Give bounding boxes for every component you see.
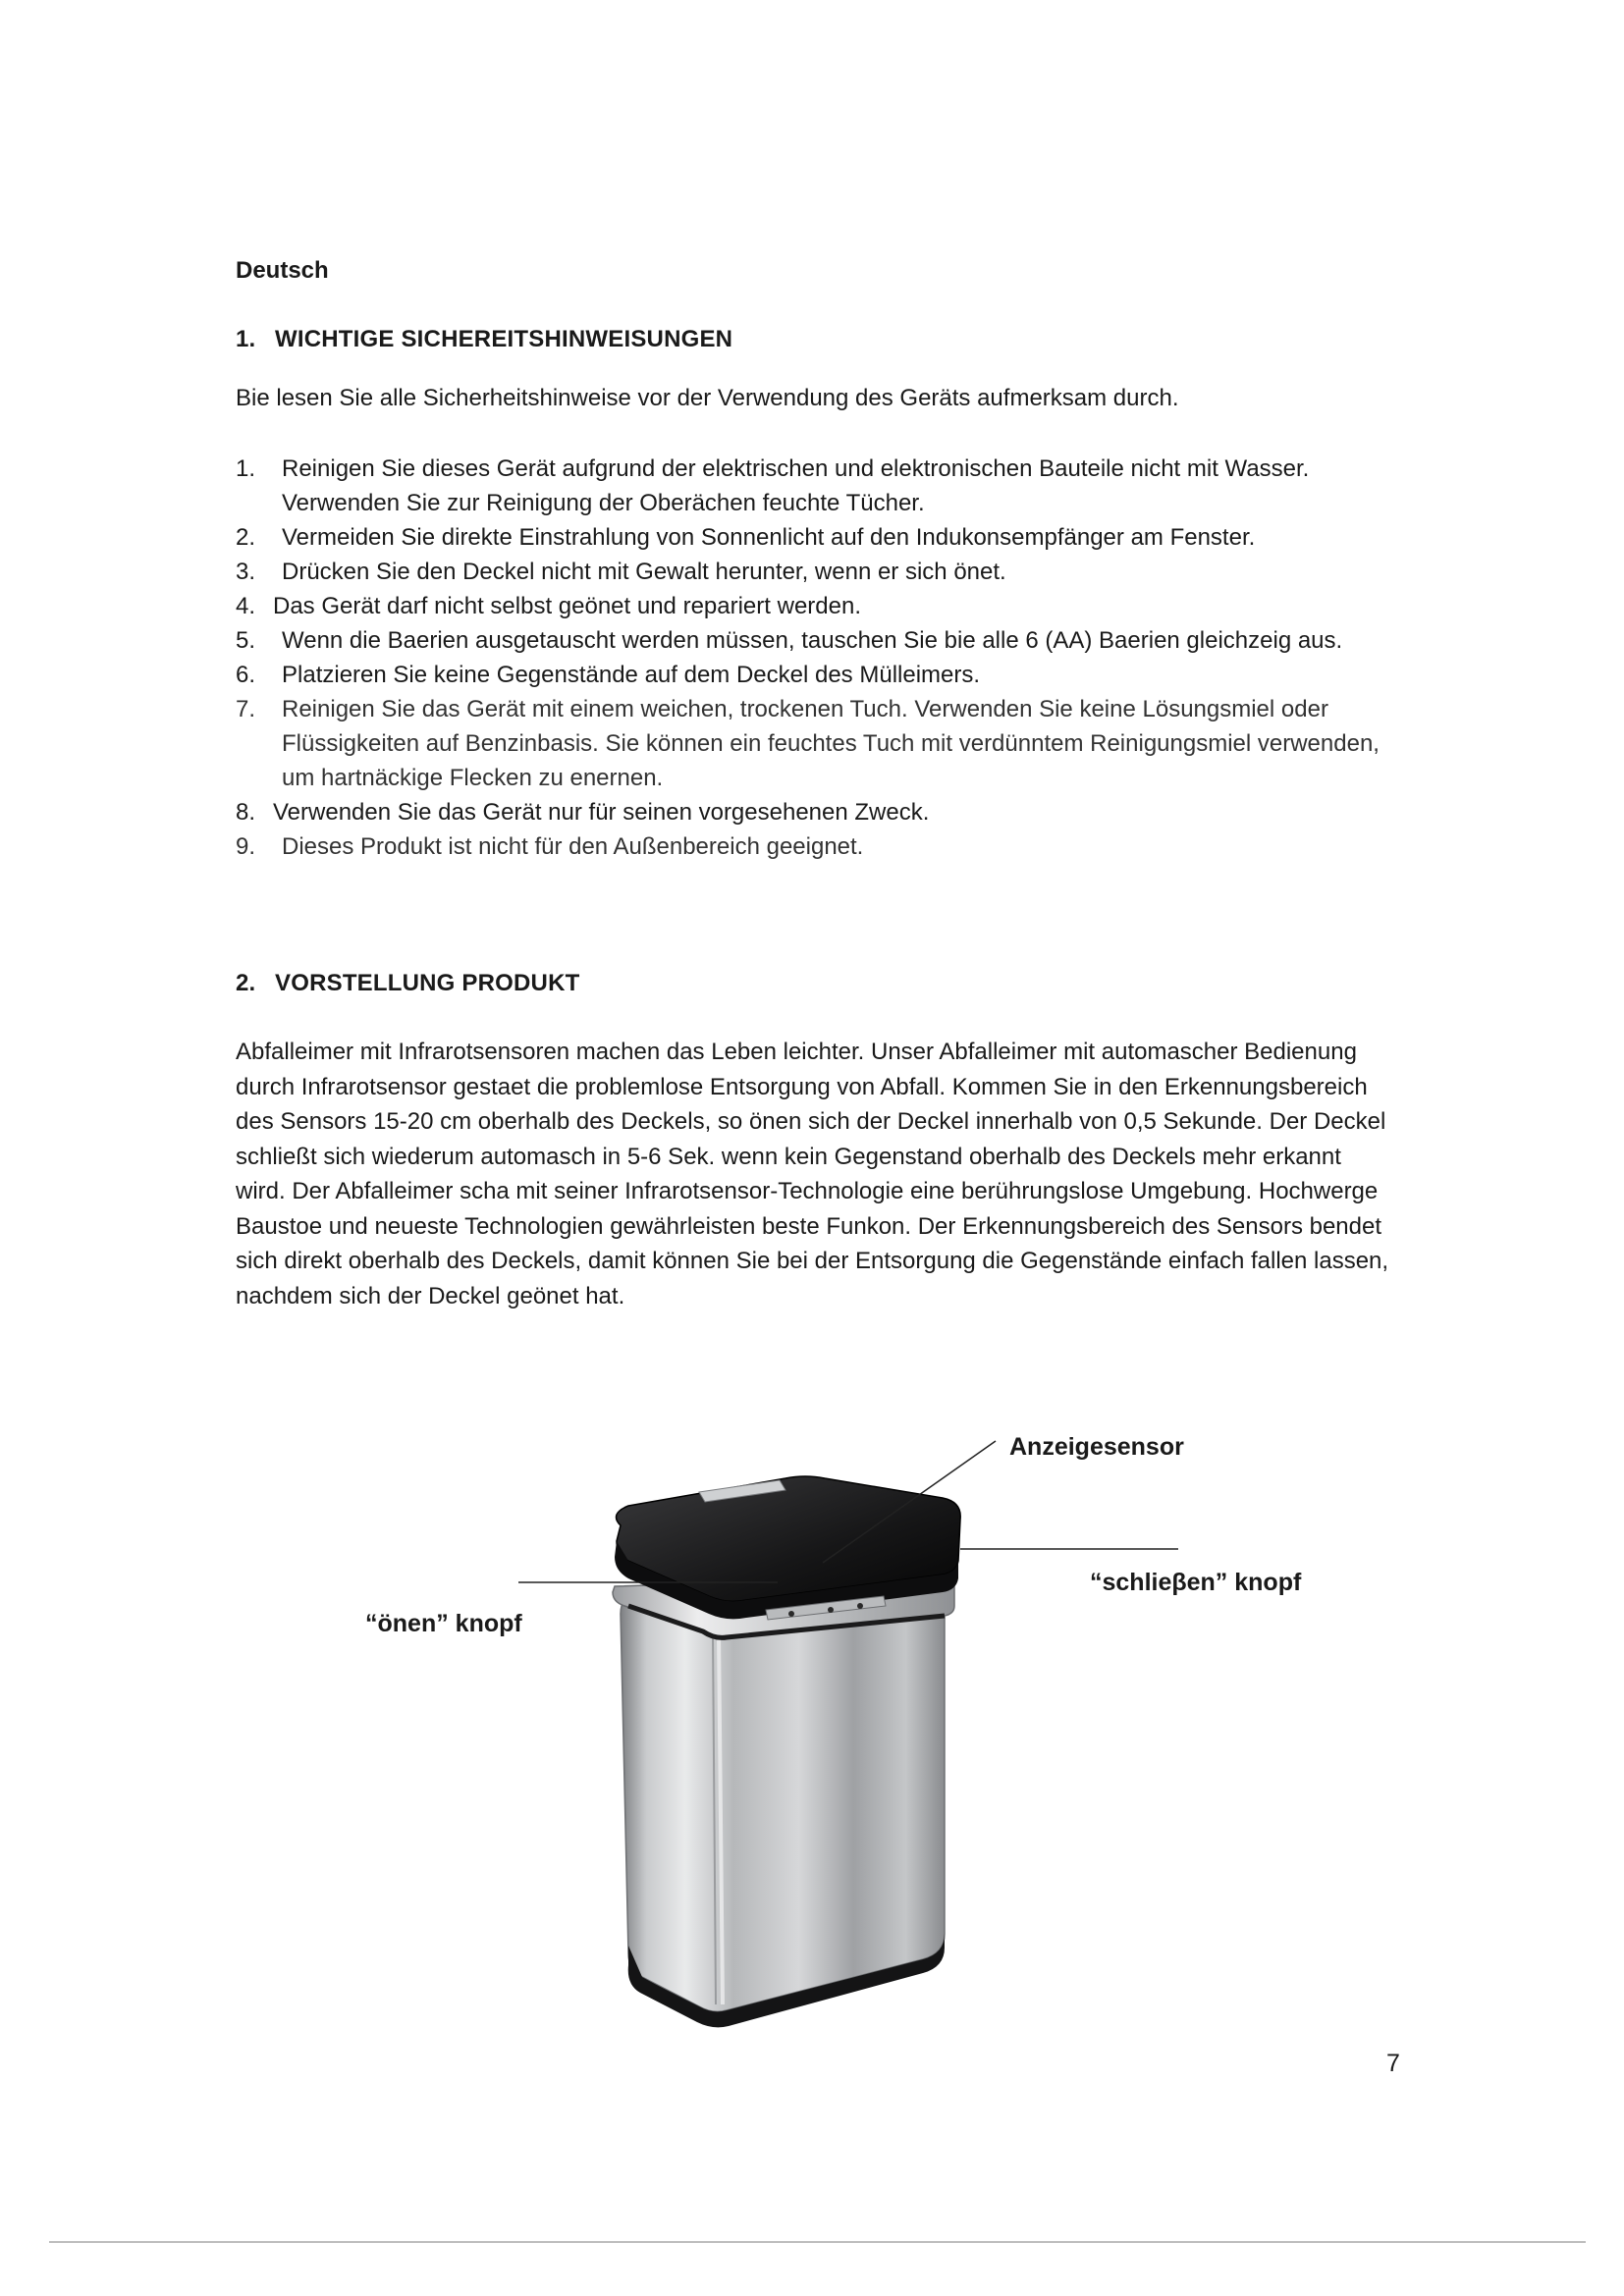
safety-item	[236, 829, 1384, 864]
section1-intro: Bie lesen Sie alle Sicherheitshinweise vor der Verwendung des Geräts aufmerksam durch.	[236, 385, 1179, 411]
safety-item	[236, 520, 1384, 555]
safety-item	[236, 589, 1384, 623]
section1-heading	[236, 326, 732, 353]
safety-item-number: 4.	[236, 593, 256, 619]
safety-item-text: Vermeiden Sie direkte Einstrahlung von Sonnenlicht auf den Indukonsempfänger am Fenster.	[282, 524, 1256, 551]
close-button-icon	[857, 1603, 863, 1609]
section2-title: VORSTELLUNG PRODUKT	[275, 970, 580, 996]
close-button-label: “schlieβen” knopf	[1090, 1569, 1302, 1596]
safety-item	[236, 452, 1384, 520]
safety-item-text: Dieses Produkt ist nicht für den Außenbereich geeignet.	[282, 833, 864, 860]
open-button-icon	[788, 1611, 794, 1617]
safety-item-number: 1.	[236, 455, 256, 482]
section2-number: 2.	[236, 970, 256, 996]
open-button-label: “önen” knopf	[365, 1610, 522, 1637]
section1-title: WICHTIGE SICHEREITSHINWEISUNGEN	[275, 326, 733, 352]
sensor-label: Anzeigesensor	[1009, 1433, 1184, 1461]
safety-item-text: Reinigen Sie das Gerät mit einem weichen, trockenen Tuch. Verwenden Sie keine Lösungsmiel oder Flüssigkeiten auf Benzinbasis. Sie können ein feuchtes Tuch mit verdünntem Reinigungsmiel verwenden, um hartnäckige Flecken zu enernen.	[282, 696, 1380, 791]
page-number: 7	[1386, 2050, 1400, 2077]
safety-item-text: Wenn die Baerien ausgetauscht werden müssen, tauschen Sie bie alle 6 (AA) Baerien gleichzeig aus.	[282, 627, 1343, 654]
safety-item	[236, 623, 1384, 658]
safety-item-text: Verwenden Sie das Gerät nur für seinen vorgesehenen Zweck.	[273, 799, 930, 826]
safety-item-text: Reinigen Sie dieses Gerät aufgrund der elektrischen und elektronischen Bauteile nicht mit Wasser. Verwenden Sie zur Reinigung der Oberächen feuchte Tücher.	[282, 455, 1310, 516]
sensor-icon	[828, 1607, 834, 1613]
safety-item	[236, 692, 1384, 795]
safety-item-text: Platzieren Sie keine Gegenstände auf dem Deckel des Mülleimers.	[282, 662, 981, 688]
safety-item-number: 2.	[236, 524, 256, 551]
safety-item-number: 6.	[236, 662, 256, 688]
safety-item-number: 3.	[236, 559, 256, 585]
section1-number: 1.	[236, 326, 256, 352]
safety-list	[236, 452, 1384, 864]
safety-item-number: 9.	[236, 833, 256, 860]
footer-divider	[49, 2241, 1586, 2243]
safety-item	[236, 658, 1384, 692]
safety-item-number: 7.	[236, 696, 256, 722]
safety-item-number: 8.	[236, 799, 256, 826]
trash-can-illustration	[0, 1404, 1624, 2032]
safety-item-text: Drücken Sie den Deckel nicht mit Gewalt herunter, wenn er sich önet.	[282, 559, 1006, 585]
section2-heading	[236, 970, 579, 997]
safety-item-text: Das Gerät darf nicht selbst geönet und repariert werden.	[273, 593, 861, 619]
language-heading: Deutsch	[236, 257, 329, 284]
product-figure	[0, 1404, 1624, 2032]
safety-item	[236, 555, 1384, 589]
can-body	[621, 1596, 945, 2011]
safety-item	[236, 795, 1384, 829]
safety-item-number: 5.	[236, 627, 256, 654]
product-description: Abfalleimer mit Infrarotsensoren machen das Leben leichter. Unser Abfalleimer mit automascher Bedienung durch Infrarotsensor gestaet die problemlose Entsorgung von Abfall. Kommen Sie in den Erkennungsbereich des Sensors 15-20 cm oberhalb des Deckels, so önen sich der Deckel innerhalb von 0,5 Sekunde. Der Deckel schließt sich wiederum automasch in 5-6 Sek. wenn kein Gegenstand oberhalb des Deckels mehr erkannt wird. Der Abfalleimer scha mit seiner Infrarotsensor-Technologie eine berührungslose Umgebung. Hochwerge Baustoe und neueste Technologien gewährleisten beste Funkon. Der Erkennungsbereich des Sensors bendet sich direkt oberhalb des Deckels, damit können Sie bei der Entsorgung die Gegenstände einfach fallen lassen, nachdem sich der Deckel geönet hat.	[236, 1039, 1389, 1309]
